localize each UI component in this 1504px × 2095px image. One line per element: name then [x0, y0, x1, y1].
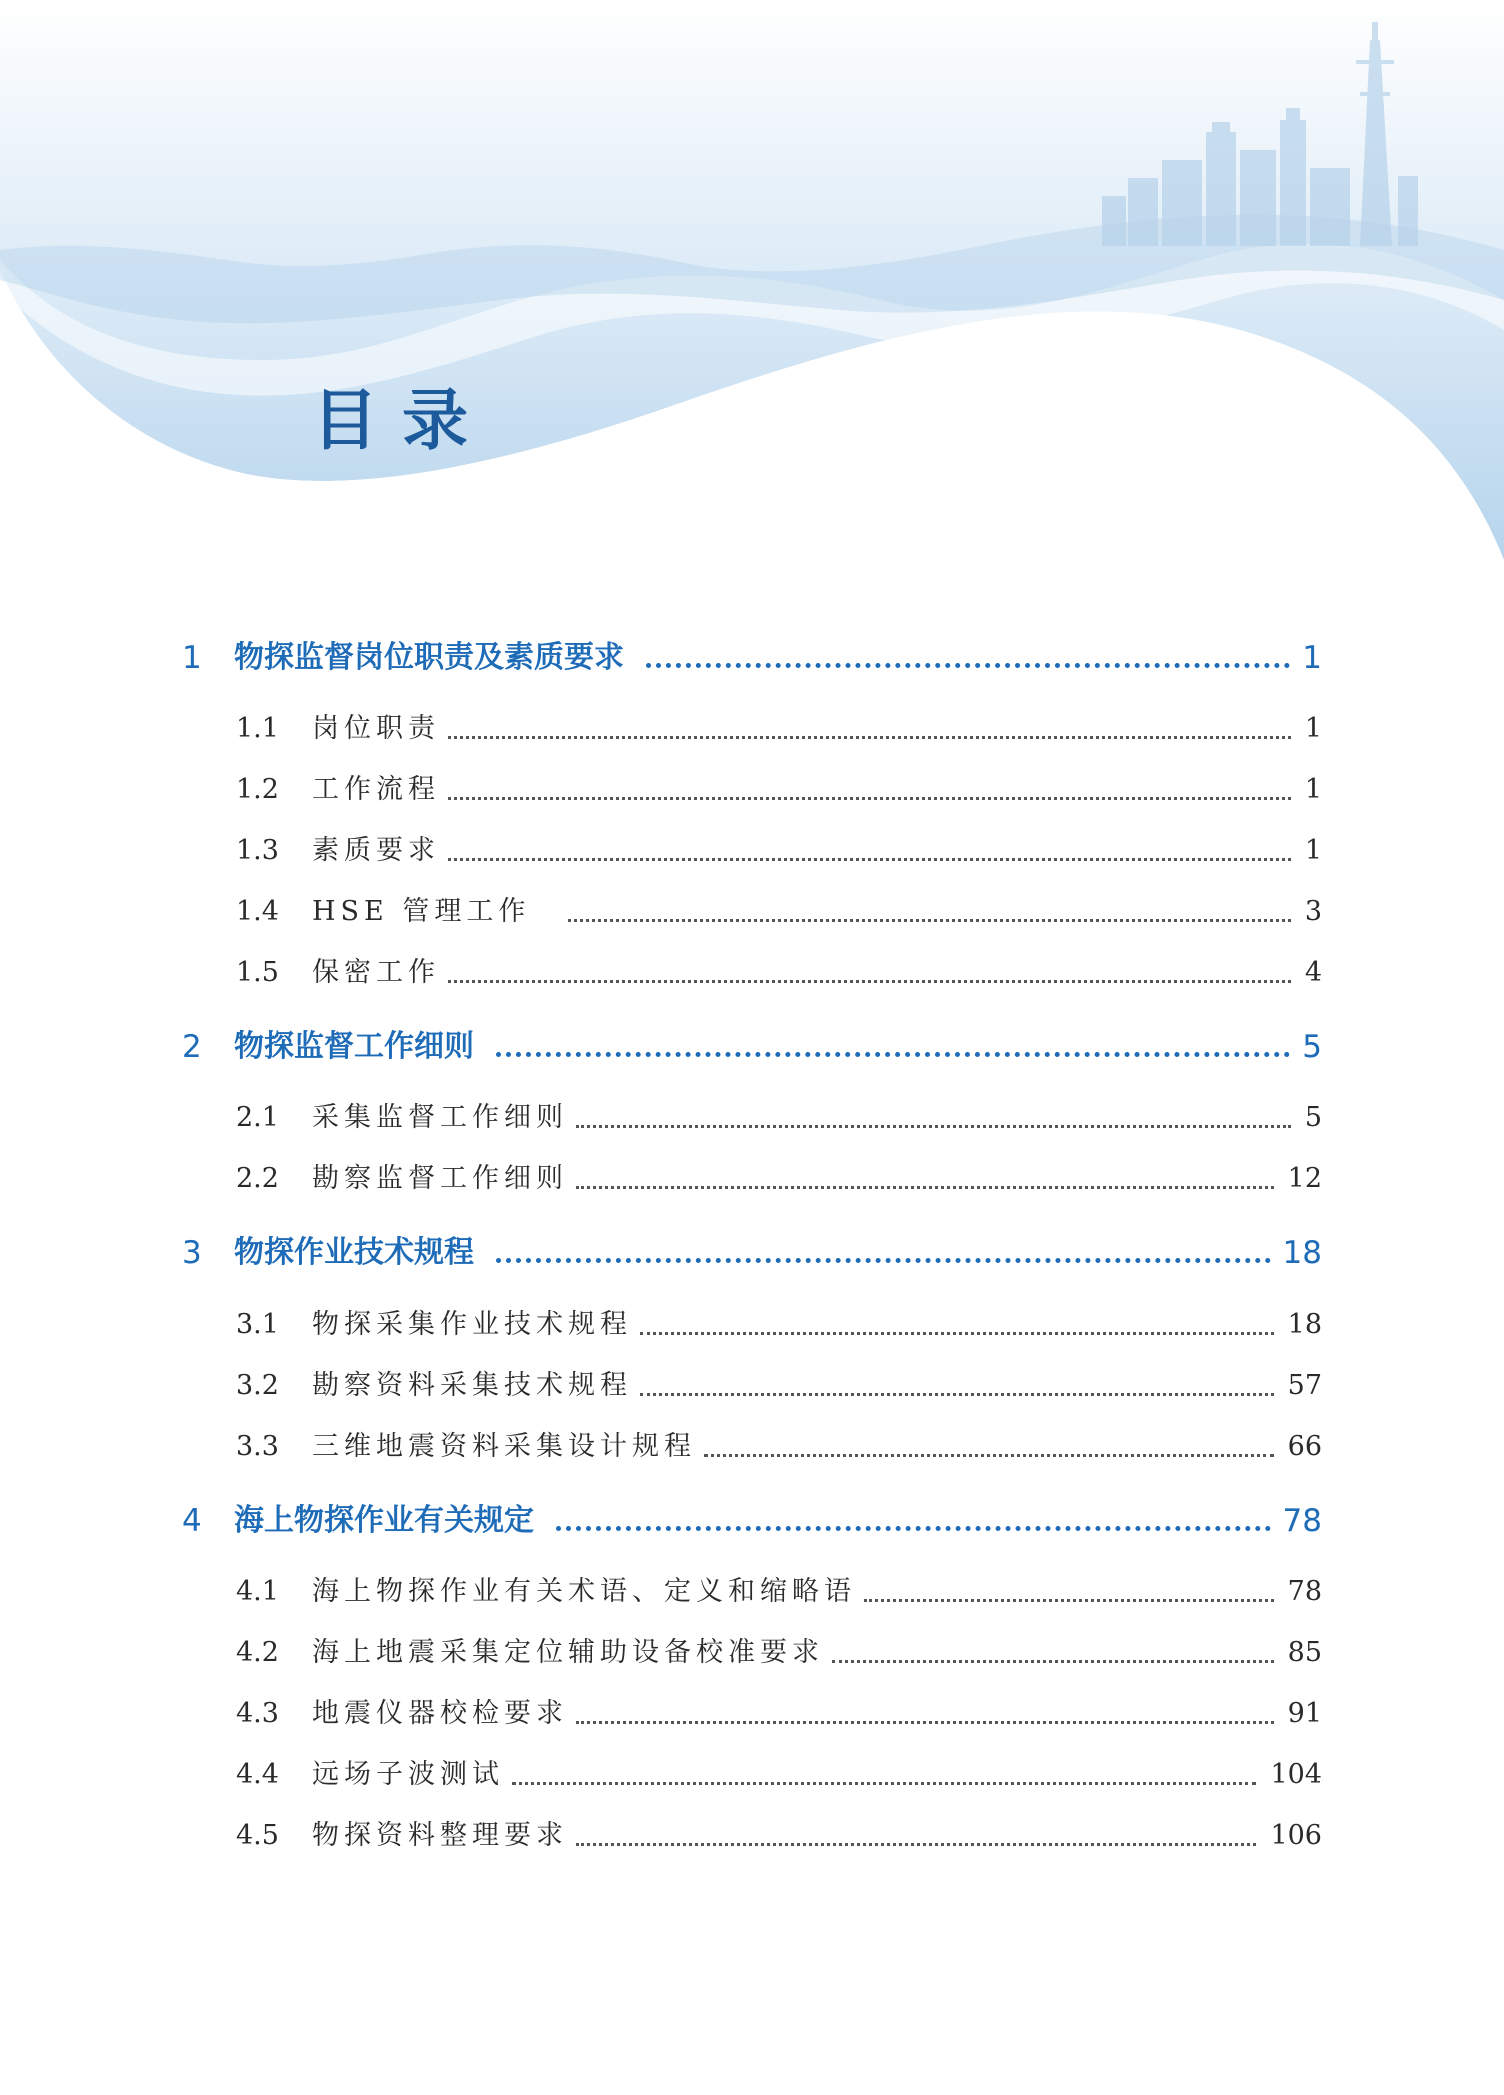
toc-entry-title: HSE 管理工作	[312, 896, 531, 927]
page-title: 目录	[312, 382, 492, 459]
toc-entry-number: 4.4	[236, 1759, 279, 1790]
toc-entry-title: 物探采集作业技术规程	[312, 1309, 632, 1340]
toc-entry-number: 2.2	[236, 1163, 279, 1194]
toc-page-number: 85	[1287, 1637, 1322, 1668]
toc-entry-title: 勘察资料采集技术规程	[312, 1370, 632, 1401]
toc-page-number: 3	[1304, 896, 1322, 927]
toc-section-row[interactable]	[0, 1692, 1504, 1736]
toc-page-number: 1	[1302, 640, 1322, 676]
toc-section-row[interactable]	[0, 1753, 1504, 1797]
toc-entry-number: 3	[182, 1235, 202, 1271]
toc-entry-title: 远场子波测试	[312, 1759, 504, 1790]
toc-page-number: 78	[1287, 1576, 1322, 1607]
toc-page-number: 57	[1287, 1370, 1322, 1401]
toc-entry-number: 4.5	[236, 1820, 279, 1851]
toc-section-row[interactable]	[0, 1631, 1504, 1675]
toc-section-row[interactable]	[0, 1364, 1504, 1408]
toc-section-row[interactable]	[0, 707, 1504, 751]
toc-entry-number: 2	[182, 1029, 202, 1065]
toc-entry-title: 素质要求	[312, 835, 440, 866]
toc-page-number: 78	[1282, 1503, 1322, 1539]
toc-page-number: 18	[1282, 1235, 1322, 1271]
toc-page-number: 104	[1270, 1759, 1322, 1790]
toc-section-row[interactable]	[0, 890, 1504, 934]
toc-dot-leader	[576, 1721, 1274, 1724]
toc-dot-leader	[832, 1660, 1274, 1663]
toc-page-number: 5	[1302, 1029, 1322, 1065]
toc-dot-leader	[496, 1052, 1290, 1057]
toc-section-row[interactable]	[0, 1814, 1504, 1858]
toc-dot-leader	[576, 1186, 1274, 1189]
toc-entry-number: 1.4	[236, 896, 279, 927]
toc-dot-leader	[448, 980, 1291, 983]
toc-dot-leader	[576, 1843, 1256, 1846]
toc-entry-number: 4.1	[236, 1576, 279, 1607]
toc-page-number: 106	[1270, 1820, 1322, 1851]
toc-section-row[interactable]	[0, 768, 1504, 812]
toc-entry-number: 3.1	[236, 1309, 279, 1340]
toc-chapter-row[interactable]	[0, 1231, 1504, 1275]
toc-dot-leader	[512, 1782, 1256, 1785]
toc-entry-title: 勘察监督工作细则	[312, 1163, 568, 1194]
toc-section-row[interactable]	[0, 951, 1504, 995]
toc-entry-number: 1.5	[236, 957, 279, 988]
toc-entry-number: 1	[182, 640, 202, 676]
toc-dot-leader	[448, 736, 1291, 739]
toc-page-number: 1	[1304, 774, 1322, 805]
toc-page-number: 1	[1304, 835, 1322, 866]
toc-entry-number: 4.3	[236, 1698, 279, 1729]
toc-section-row[interactable]	[0, 1096, 1504, 1140]
toc-page-number: 66	[1287, 1431, 1322, 1462]
toc-entry-title: 三维地震资料采集设计规程	[312, 1431, 696, 1462]
toc-entry-title: 海上物探作业有关规定	[234, 1503, 534, 1538]
toc-entry-title: 物探监督岗位职责及素质要求	[234, 640, 624, 675]
toc-entry-number: 3.2	[236, 1370, 279, 1401]
toc-dot-leader	[640, 1332, 1274, 1335]
toc-dot-leader	[704, 1454, 1274, 1457]
header-wave-illustration	[0, 0, 1504, 580]
toc-page-number: 91	[1287, 1698, 1322, 1729]
toc-section-row[interactable]	[0, 1425, 1504, 1469]
toc-section-row[interactable]	[0, 1157, 1504, 1201]
toc-entry-number: 4	[182, 1503, 202, 1539]
toc-entry-title: 物探监督工作细则	[234, 1029, 474, 1064]
toc-entry-number: 1.3	[236, 835, 279, 866]
toc-dot-leader	[568, 919, 1291, 922]
toc-entry-number: 3.3	[236, 1431, 279, 1462]
toc-chapter-row[interactable]	[0, 636, 1504, 680]
toc-entry-number: 4.2	[236, 1637, 279, 1668]
toc-section-row[interactable]	[0, 1303, 1504, 1347]
toc-chapter-row[interactable]	[0, 1025, 1504, 1069]
toc-entry-title: 保密工作	[312, 957, 440, 988]
toc-chapter-row[interactable]	[0, 1499, 1504, 1543]
toc-entry-title: 工作流程	[312, 774, 440, 805]
toc-section-row[interactable]	[0, 1570, 1504, 1614]
toc-dot-leader	[864, 1599, 1274, 1602]
toc-dot-leader	[576, 1125, 1291, 1128]
toc-entry-title: 采集监督工作细则	[312, 1102, 568, 1133]
toc-entry-title: 海上物探作业有关术语、定义和缩略语	[312, 1576, 856, 1607]
toc-dot-leader	[556, 1526, 1271, 1531]
toc-page-number: 4	[1304, 957, 1322, 988]
toc-entry-title: 岗位职责	[312, 713, 440, 744]
toc-dot-leader	[448, 858, 1291, 861]
toc-section-row[interactable]	[0, 829, 1504, 873]
toc-page-number: 5	[1304, 1102, 1322, 1133]
toc-dot-leader	[448, 797, 1291, 800]
toc-dot-leader	[640, 1393, 1274, 1396]
toc-entry-number: 1.1	[236, 713, 279, 744]
toc-entry-number: 2.1	[236, 1102, 279, 1133]
toc-entry-number: 1.2	[236, 774, 279, 805]
toc-entry-title: 物探资料整理要求	[312, 1820, 568, 1851]
toc-page-number: 1	[1304, 713, 1322, 744]
toc-dot-leader	[496, 1258, 1271, 1263]
toc-entry-title: 物探作业技术规程	[234, 1235, 474, 1270]
toc-page-number: 18	[1287, 1309, 1322, 1340]
toc-page-number: 12	[1287, 1163, 1322, 1194]
toc-entry-title: 海上地震采集定位辅助设备校准要求	[312, 1637, 824, 1668]
toc-entry-title: 地震仪器校检要求	[312, 1698, 568, 1729]
toc-dot-leader	[646, 663, 1290, 668]
